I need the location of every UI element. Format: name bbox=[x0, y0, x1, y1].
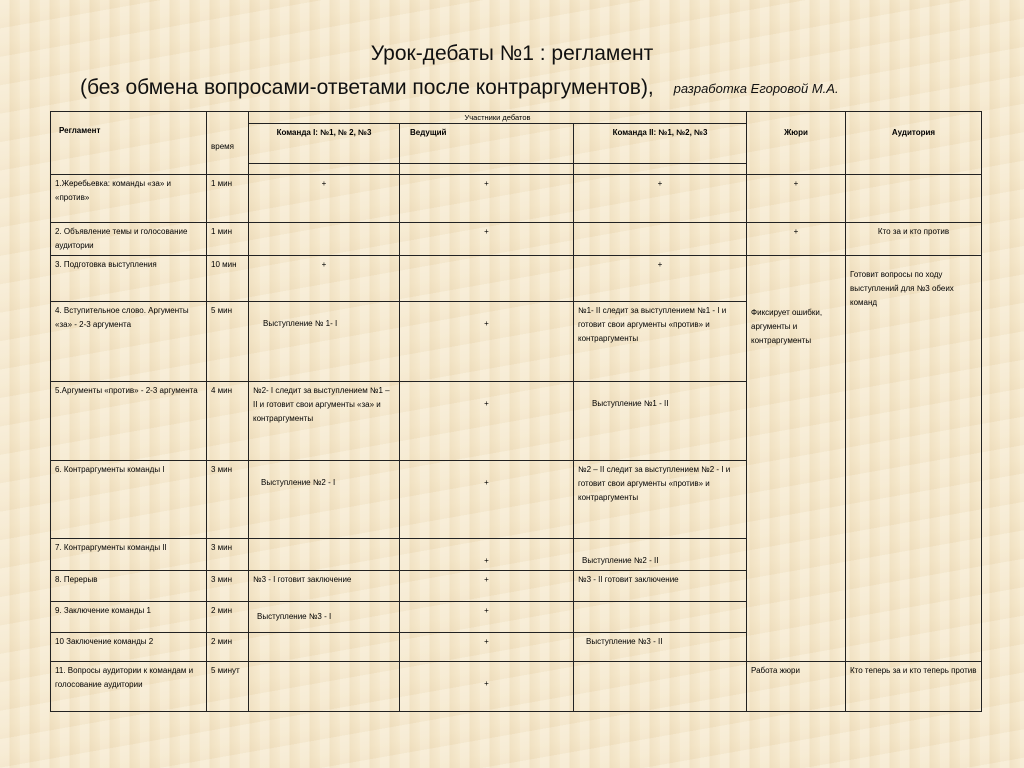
moderator-cell: + bbox=[400, 539, 574, 571]
header-time: время bbox=[207, 112, 249, 175]
team2-cell bbox=[574, 662, 747, 712]
header-row-1 bbox=[51, 112, 982, 124]
stage-cell: 7. Контраргументы команды II bbox=[51, 539, 207, 571]
stage-cell: 4. Вступительное слово. Аргументы «за» - 2-3 аргумента bbox=[51, 302, 207, 382]
header-audience: Аудитория bbox=[846, 112, 982, 175]
moderator-cell: + bbox=[400, 175, 574, 223]
table-row bbox=[51, 256, 982, 302]
team2-cell bbox=[574, 602, 747, 633]
audience-cell: Кто за и кто против bbox=[846, 223, 982, 256]
stage-cell: 6. Контраргументы команды I bbox=[51, 461, 207, 539]
jury-cell: + bbox=[747, 223, 846, 256]
table-row bbox=[51, 175, 982, 223]
moderator-cell: + bbox=[400, 223, 574, 256]
jury-merged-cell: Фиксирует ошибки, аргументы и контраргументы bbox=[747, 256, 846, 662]
stage-cell: 2. Объявление темы и голосование аудитории bbox=[51, 223, 207, 256]
moderator-cell bbox=[400, 256, 574, 302]
team1-cell bbox=[249, 633, 400, 662]
page-subtitle bbox=[80, 76, 839, 100]
team2-cell: №1- II следит за выступлением №1 - I и готовит свои аргументы «против» и контраргументы bbox=[574, 302, 747, 382]
team2-cell: №3 - II готовит заключение bbox=[574, 571, 747, 602]
time-cell: 3 мин bbox=[207, 539, 249, 571]
team1-cell bbox=[249, 223, 400, 256]
time-cell: 3 мин bbox=[207, 571, 249, 602]
stage-cell: 1.Жеребьевка: команды «за» и «против» bbox=[51, 175, 207, 223]
team1-cell: Выступление №2 - I bbox=[249, 461, 400, 539]
team1-cell bbox=[249, 539, 400, 571]
time-cell: 2 мин bbox=[207, 633, 249, 662]
team1-cell: + bbox=[249, 175, 400, 223]
time-cell: 1 мин bbox=[207, 223, 249, 256]
header-reglament: Регламент bbox=[51, 112, 207, 175]
stage-cell: 3. Подготовка выступления bbox=[51, 256, 207, 302]
author-credit: разработка Егоровой М.А. bbox=[673, 81, 839, 96]
table-row bbox=[51, 223, 982, 256]
time-cell: 10 мин bbox=[207, 256, 249, 302]
moderator-cell: + bbox=[400, 382, 574, 461]
team2-cell bbox=[574, 223, 747, 256]
moderator-cell: + bbox=[400, 302, 574, 382]
time-cell: 5 мин bbox=[207, 302, 249, 382]
team1-cell bbox=[249, 662, 400, 712]
header-team2: Команда II: №1, №2, №3 bbox=[574, 124, 747, 164]
team2-cell: №2 – II следит за выступлением №2 - I и готовит свои аргументы «против» и контраргументы bbox=[574, 461, 747, 539]
header-participants: Участники дебатов bbox=[249, 112, 747, 124]
moderator-cell: + bbox=[400, 602, 574, 633]
header-team1: Команда I: №1, № 2, №3 bbox=[249, 124, 400, 164]
stage-cell: 10 Заключение команды 2 bbox=[51, 633, 207, 662]
header-jury: Жюри bbox=[747, 112, 846, 175]
team2-cell: Выступление №1 - II bbox=[574, 382, 747, 461]
team1-cell: №3 - I готовит заключение bbox=[249, 571, 400, 602]
time-cell: 1 мин bbox=[207, 175, 249, 223]
time-cell: 4 мин bbox=[207, 382, 249, 461]
time-cell: 3 мин bbox=[207, 461, 249, 539]
audience-cell: Кто теперь за и кто теперь против bbox=[846, 662, 982, 712]
team1-cell: Выступление № 1- I bbox=[249, 302, 400, 382]
audience-merged-cell: Готовит вопросы по ходу выступлений для №3 обеих команд bbox=[846, 256, 982, 662]
moderator-cell: + bbox=[400, 461, 574, 539]
page-title: Урок-дебаты №1 : регламент bbox=[370, 42, 654, 65]
jury-cell: Работа жюри bbox=[747, 662, 846, 712]
jury-cell: + bbox=[747, 175, 846, 223]
team2-cell: Выступление №2 - II bbox=[574, 539, 747, 571]
stage-cell: 11. Вопросы аудитории к командам и голосование аудитории bbox=[51, 662, 207, 712]
moderator-cell: + bbox=[400, 633, 574, 662]
team1-cell: + bbox=[249, 256, 400, 302]
table-row bbox=[51, 662, 982, 712]
audience-cell bbox=[846, 175, 982, 223]
debate-schedule-table bbox=[50, 111, 982, 712]
moderator-cell: + bbox=[400, 571, 574, 602]
time-cell: 5 минут bbox=[207, 662, 249, 712]
stage-cell: 8. Перерыв bbox=[51, 571, 207, 602]
stage-cell: 9. Заключение команды 1 bbox=[51, 602, 207, 633]
team2-cell: + bbox=[574, 256, 747, 302]
moderator-cell: + bbox=[400, 662, 574, 712]
time-cell: 2 мин bbox=[207, 602, 249, 633]
subtitle-text: (без обмена вопросами-ответами после контраргументов), bbox=[80, 76, 654, 99]
header-moderator: Ведущий bbox=[400, 124, 574, 164]
team1-cell: Выступление №3 - I bbox=[249, 602, 400, 633]
team1-cell: №2- I следит за выступлением №1 – II и готовит свои аргументы «за» и контраргументы bbox=[249, 382, 400, 461]
team2-cell: Выступление №3 - II bbox=[574, 633, 747, 662]
team2-cell: + bbox=[574, 175, 747, 223]
stage-cell: 5.Аргументы «против» - 2-3 аргумента bbox=[51, 382, 207, 461]
